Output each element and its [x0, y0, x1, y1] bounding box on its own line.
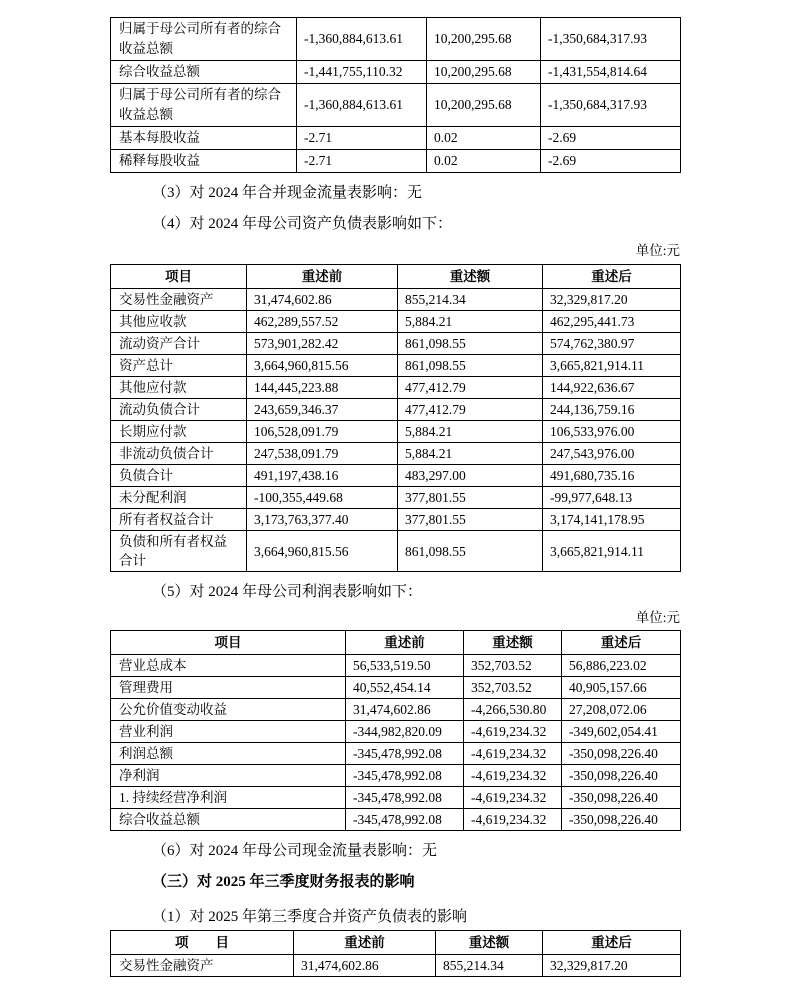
table-row	[111, 531, 681, 572]
column-header: 重述前	[294, 931, 436, 955]
table-row	[111, 311, 681, 333]
cell-value: 247,538,091.79	[247, 443, 398, 465]
cell-value: 861,098.55	[398, 531, 543, 572]
row-label: 基本每股收益	[111, 127, 297, 150]
table-row	[111, 955, 681, 977]
cell-value: 40,905,157.66	[562, 677, 681, 699]
column-header: 重述后	[562, 631, 681, 655]
column-header: 重述后	[543, 265, 681, 289]
row-label: 流动负债合计	[111, 399, 247, 421]
cell-value: 32,329,817.20	[543, 289, 681, 311]
table-row	[111, 399, 681, 421]
cell-value: -1,431,554,814.64	[541, 61, 681, 84]
cell-value: 483,297.00	[398, 465, 543, 487]
cell-value: 106,533,976.00	[543, 421, 681, 443]
header-row	[111, 265, 681, 289]
table-q3-2025-consolidated-balance-sheet	[110, 930, 681, 977]
table-row	[111, 377, 681, 399]
cell-value: -100,355,449.68	[247, 487, 398, 509]
section-heading-q3-2025: （三）对 2025 年三季度财务报表的影响	[152, 874, 415, 890]
cell-value: 861,098.55	[398, 333, 543, 355]
table-row	[111, 465, 681, 487]
column-header: 项目	[111, 265, 247, 289]
cell-value: 144,445,223.88	[247, 377, 398, 399]
column-header: 重述额	[464, 631, 562, 655]
row-label: 归属于母公司所有者的综合收益总额	[111, 18, 297, 61]
cell-value: 377,801.55	[398, 509, 543, 531]
table-row	[111, 743, 681, 765]
cell-value: 3,664,960,815.56	[247, 355, 398, 377]
cell-value: -4,266,530.80	[464, 699, 562, 721]
cell-value: 491,197,438.16	[247, 465, 398, 487]
row-label: 稀释每股收益	[111, 150, 297, 173]
cell-value: 32,329,817.20	[543, 955, 681, 977]
cell-value: -4,619,234.32	[464, 743, 562, 765]
cell-value: 3,174,141,178.95	[543, 509, 681, 531]
cell-value: -1,350,684,317.93	[541, 84, 681, 127]
cell-value: -350,098,226.40	[562, 787, 681, 809]
paragraph-parent-cash-flow-impact: （6）对 2024 年母公司现金流量表影响：无	[152, 843, 438, 859]
cell-value: 3,664,960,815.56	[247, 531, 398, 572]
row-label: 净利润	[111, 765, 346, 787]
cell-value: 10,200,295.68	[427, 18, 541, 61]
cell-value: 477,412.79	[398, 399, 543, 421]
table-row	[111, 677, 681, 699]
cell-value: 40,552,454.14	[346, 677, 464, 699]
row-label: 流动资产合计	[111, 333, 247, 355]
table-row	[111, 84, 681, 127]
row-label: 所有者权益合计	[111, 509, 247, 531]
unit-label: 单位:元	[635, 610, 680, 625]
cell-value: 352,703.52	[464, 677, 562, 699]
row-label: 管理费用	[111, 677, 346, 699]
cell-value: 462,289,557.52	[247, 311, 398, 333]
cell-value: 31,474,602.86	[294, 955, 436, 977]
cell-value: 462,295,441.73	[543, 311, 681, 333]
cell-value: -1,360,884,613.61	[297, 84, 427, 127]
column-header: 重述前	[247, 265, 398, 289]
table-row	[111, 721, 681, 743]
unit-label: 单位:元	[635, 243, 680, 258]
cell-value: 5,884.21	[398, 421, 543, 443]
cell-value: 247,543,976.00	[543, 443, 681, 465]
cell-value: 0.02	[427, 127, 541, 150]
table-row	[111, 699, 681, 721]
cell-value: 144,922,636.67	[543, 377, 681, 399]
row-label: 利润总额	[111, 743, 346, 765]
cell-value: 0.02	[427, 150, 541, 173]
cell-value: 3,173,763,377.40	[247, 509, 398, 531]
table-row	[111, 443, 681, 465]
cell-value: -99,977,648.13	[543, 487, 681, 509]
cell-value: 10,200,295.68	[427, 61, 541, 84]
paragraph-parent-income-intro: （5）对 2024 年母公司利润表影响如下：	[152, 584, 423, 600]
table-row	[111, 127, 681, 150]
cell-value: 244,136,759.16	[543, 399, 681, 421]
cell-value: 10,200,295.68	[427, 84, 541, 127]
cell-value: -345,478,992.08	[346, 809, 464, 831]
cell-value: 491,680,735.16	[543, 465, 681, 487]
cell-value: 243,659,346.37	[247, 399, 398, 421]
cell-value: -1,350,684,317.93	[541, 18, 681, 61]
cell-value: -4,619,234.32	[464, 765, 562, 787]
row-label: 营业总成本	[111, 655, 346, 677]
cell-value: 477,412.79	[398, 377, 543, 399]
cell-value: -350,098,226.40	[562, 809, 681, 831]
table-row	[111, 421, 681, 443]
cell-value: -350,098,226.40	[562, 743, 681, 765]
row-label: 公允价值变动收益	[111, 699, 346, 721]
paragraph-q3-balance-sheet-intro: （1）对 2025 年第三季度合并资产负债表的影响	[152, 909, 468, 925]
cell-value: 855,214.34	[398, 289, 543, 311]
cell-value: -4,619,234.32	[464, 721, 562, 743]
cell-value: -349,602,054.41	[562, 721, 681, 743]
table-row	[111, 787, 681, 809]
table-consolidated-income-2024-tail	[110, 17, 681, 173]
row-label: 其他应付款	[111, 377, 247, 399]
table-row	[111, 18, 681, 61]
cell-value: 31,474,602.86	[346, 699, 464, 721]
cell-value: -4,619,234.32	[464, 787, 562, 809]
table-row	[111, 61, 681, 84]
cell-value: -4,619,234.32	[464, 809, 562, 831]
table-row	[111, 509, 681, 531]
cell-value: -344,982,820.09	[346, 721, 464, 743]
table-row	[111, 655, 681, 677]
cell-value: -345,478,992.08	[346, 765, 464, 787]
paragraph-cash-flow-impact-2024: （3）对 2024 年合并现金流量表影响：无	[152, 185, 423, 201]
column-header: 项目	[111, 631, 346, 655]
row-label: 未分配利润	[111, 487, 247, 509]
cell-value: -2.69	[541, 150, 681, 173]
cell-value: -350,098,226.40	[562, 765, 681, 787]
cell-value: -2.69	[541, 127, 681, 150]
column-header: 重述前	[346, 631, 464, 655]
table-parent-balance-sheet-2024	[110, 264, 681, 572]
column-header: 重述额	[436, 931, 543, 955]
row-label: 非流动负债合计	[111, 443, 247, 465]
header-row	[111, 931, 681, 955]
cell-value: 3,665,821,914.11	[543, 355, 681, 377]
cell-value: 573,901,282.42	[247, 333, 398, 355]
document-content	[110, 17, 680, 977]
cell-value: 5,884.21	[398, 443, 543, 465]
cell-value: 855,214.34	[436, 955, 543, 977]
table-row	[111, 333, 681, 355]
cell-value: -2.71	[297, 127, 427, 150]
row-label: 长期应付款	[111, 421, 247, 443]
table-row	[111, 765, 681, 787]
cell-value: 3,665,821,914.11	[543, 531, 681, 572]
cell-value: 352,703.52	[464, 655, 562, 677]
row-label: 归属于母公司所有者的综合收益总额	[111, 84, 297, 127]
row-label: 交易性金融资产	[111, 955, 294, 977]
table-parent-income-statement-2024	[110, 630, 681, 831]
column-header: 重述后	[543, 931, 681, 955]
row-label: 负债合计	[111, 465, 247, 487]
table-row	[111, 487, 681, 509]
row-label: 其他应收款	[111, 311, 247, 333]
table-row	[111, 150, 681, 173]
cell-value: 106,528,091.79	[247, 421, 398, 443]
cell-value: 574,762,380.97	[543, 333, 681, 355]
table-row	[111, 289, 681, 311]
paragraph-parent-balance-sheet-intro: （4）对 2024 年母公司资产负债表影响如下：	[152, 216, 453, 232]
row-label: 负债和所有者权益合计	[111, 531, 247, 572]
cell-value: 56,886,223.02	[562, 655, 681, 677]
column-header: 重述额	[398, 265, 543, 289]
row-label: 综合收益总额	[111, 809, 346, 831]
cell-value: -1,441,755,110.32	[297, 61, 427, 84]
column-header: 项 目	[111, 931, 294, 955]
row-label: 营业利润	[111, 721, 346, 743]
cell-value: 56,533,519.50	[346, 655, 464, 677]
cell-value: 27,208,072.06	[562, 699, 681, 721]
row-label: 交易性金融资产	[111, 289, 247, 311]
cell-value: 377,801.55	[398, 487, 543, 509]
row-label: 1. 持续经营净利润	[111, 787, 346, 809]
table-row	[111, 809, 681, 831]
cell-value: 861,098.55	[398, 355, 543, 377]
cell-value: -1,360,884,613.61	[297, 18, 427, 61]
cell-value: -345,478,992.08	[346, 787, 464, 809]
cell-value: 31,474,602.86	[247, 289, 398, 311]
cell-value: 5,884.21	[398, 311, 543, 333]
table-row	[111, 355, 681, 377]
cell-value: -2.71	[297, 150, 427, 173]
row-label: 综合收益总额	[111, 61, 297, 84]
cell-value: -345,478,992.08	[346, 743, 464, 765]
row-label: 资产总计	[111, 355, 247, 377]
header-row	[111, 631, 681, 655]
